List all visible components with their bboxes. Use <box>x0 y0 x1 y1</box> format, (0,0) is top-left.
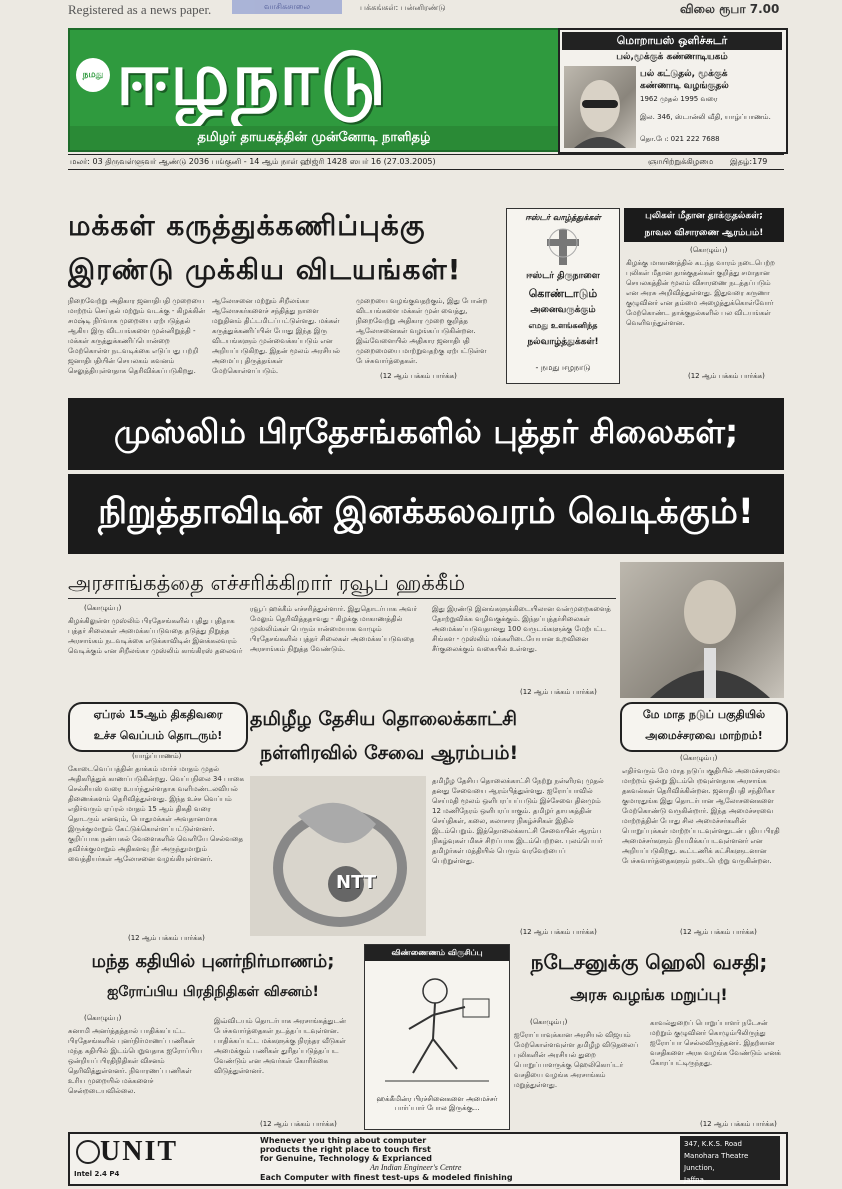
heli-title2: அரசு வழங்க மறுப்பு! <box>570 985 728 1004</box>
heat-continued: (12 ஆம் பக்கம் பார்க்க) <box>128 934 205 942</box>
rebuild-col2: இவ்விடயம் தொடர்பாக அரசாங்கத்துடன் பேச்சுவார்த்தைகள் நடத்தப்படவுள்ளன. பாதிக்கப்பட்ட மக்களுக்கு நிரந்தர வீடுகள் அமைக்கும் பணிகள் துரிதப்படுத்தப்பட வேண்டும் என அவர்கள் கோரிக்கை விடுத்துள்ளனர். <box>214 1017 346 1075</box>
unit-address <box>680 1136 780 1184</box>
unit-address2: Manohara Theatre Junction, <box>684 1152 749 1172</box>
satellite-dish-icon <box>250 776 426 936</box>
unit-computer-ad <box>68 1132 788 1186</box>
headline1-line2: இரண்டு முக்கிய விடயங்கள்! <box>68 253 462 286</box>
heli-place: (கொழும்பு) <box>530 1018 568 1026</box>
dateline-day: ஞாயிற்றுக்கிழமை <box>648 157 714 166</box>
tv-title1: தமிழீழ தேசிய தொலைக்காட்சி <box>250 708 518 730</box>
model-face-icon <box>564 66 636 148</box>
cabinet-title2: அமைச்சரவை மாற்றம்! <box>645 729 763 742</box>
headline1-line1: மக்கள் கருத்துக்கணிப்புக்கு <box>68 209 426 242</box>
price-label: விலை ரூபா 7.00 <box>680 2 780 16</box>
model-photo <box>564 66 636 148</box>
dateline <box>68 154 784 170</box>
unit-line2: products the right place to touch first <box>260 1145 431 1154</box>
hakeem-headline: அரசாங்கத்தை எச்சரிக்கிறார் ரவூப் ஹக்கீம் <box>68 568 616 599</box>
cabinet-continued: (12 ஆம் பக்கம் பார்க்க) <box>680 928 757 936</box>
unit-address1: 347, K.K.S. Road <box>684 1140 742 1148</box>
easter-line2: கொண்டாடும் <box>528 287 598 300</box>
side-story1-continued: (12 ஆம் பக்கம் பார்க்க) <box>688 372 765 380</box>
easter-title: ஈஸ்டர் வாழ்த்துக்கள் <box>525 213 601 222</box>
rebuild-place: (கொழும்பு) <box>84 1014 122 1022</box>
dateline-text: மலர்: 03 திருவள்ளுவர் ஆண்டு 2036 பங்குனி - 14 ஆம் நாள் ஹிஜ்ரி 1428 ஸபர் 16 (27.03.2005) <box>70 157 436 166</box>
rebuild-story-title <box>68 946 358 1010</box>
main-banner-line2: நிறுத்தாவிடின் இனக்கலவரம் வெடிக்கும்! <box>68 474 784 554</box>
masthead <box>68 28 560 152</box>
easter-line3: அனைவருக்கும் <box>530 305 596 315</box>
heli-title1: நடேசனுக்கு ஹெலி வசதி; <box>530 950 768 974</box>
unit-address3: Jaffna. <box>684 1176 707 1184</box>
tv-title2: நள்ளிரவில் சேவை ஆரம்பம்! <box>260 742 519 764</box>
hakeem-place: (கொழும்பு) <box>84 604 122 612</box>
optical-ad-line1: பல் கட்டுதல், மூக்குக் <box>640 69 728 79</box>
side-story1-title <box>624 208 784 242</box>
easter-greeting-box <box>506 208 620 384</box>
headline1-col3: முறையை வழங்குவதற்கும், இது போன்ற விடயங்களை மக்கள் முன் வைத்து, நிறைவேற்று அதிகார முறை குறித்த ஆலோசனைகள் வழங்கப்படுகின்றன. இவ்வேளையில் அதிகார ஜனாதிபதி முறைமையை மாற்றுவதற்கு ஏற்பட்டுள்ள பேச்சுவார்த்தைகள். <box>356 297 488 365</box>
masthead-title: ஈழநாடு <box>116 36 388 122</box>
optical-ad-subtitle: பல்,மூக்குக் கண்ணாடியகம் <box>616 52 728 62</box>
heli-col2: காவல்துறைப் பொறுப்பாளர் நடேசன் மற்றும் குழுவினர் கொழும்பிலிருந்து ஐரோப்பா செல்லவிருந்தனர். இதற்கான வசதிகளை அரசு வழங்க வேண்டும் எனக் கோரப்பட்டிருந்தது. <box>650 1019 781 1067</box>
ntt-logo-text: NTT <box>336 872 377 893</box>
heli-continued: (12 ஆம் பக்கம் பார்க்க) <box>700 1120 777 1128</box>
tv-body: தமிழீழ தேசிய தொலைக்காட்சி நேற்று நள்ளிரவு முதல் தனது சேவையை ஆரம்பித்துள்ளது. ஐரோப்பாவில் செய்மதி மூலம் ஒளிபரப்பப்படும் இச்சேவை தினமும் 12 மணிநேரம் ஒளிபரப்பாகும். தமிழர் தாயகத்தின் செய்திகள், கலை, கலாசார நிகழ்ச்சிகள் இதில் இடம்பெறும். இத்தொலைக்காட்சி சேவையின் ஆரம்ப நிகழ்வுகள் மிகச் சிறப்பாக இடம்பெற்றன. புலம்பெயர் தமிழர்கள் மத்தியில் பெரும் வரவேற்பைப் பெற்றுள்ளது. <box>432 777 604 865</box>
unit-brand: UNIT <box>100 1136 179 1167</box>
heat-story-title <box>68 702 248 752</box>
masthead-tagline: தமிழர் தாயகத்தின் முன்னோடி நாளிதழ் <box>70 126 558 150</box>
headline1-continued: (12 ஆம் பக்கம் பார்க்க) <box>380 372 457 380</box>
rebuild-continued: (12 ஆம் பக்கம் பார்க்க) <box>260 1120 337 1128</box>
heli-col1: ஐரோப்பாவுக்கான அரசியல் விஜயம் மேற்கொள்ளவுள்ள தமிழீழ விடுதலைப் புலிகளின் அரசியல் துறை பொறுப்பாளருக்கு ஹெலிகொப்டர் வசதியை வழங்க அரசாங்கம் மறுத்துள்ளது. <box>514 1031 639 1089</box>
cabinet-place: (கொழும்பு) <box>680 754 718 762</box>
hakeem-portrait-icon <box>620 562 784 698</box>
easter-line1: ஈஸ்டர் திருநாளை <box>526 271 600 281</box>
ntt-logo-image <box>250 776 426 936</box>
heli-story-title <box>514 944 784 1014</box>
headline1-col2: ஆலோசனை மற்றும் சிறீலங்கா ஆலோசகர்களைச் சந்தித்து நாளை மறுதினம் திட்டமிடப்பட்டுள்ளது. மக்கள் கருத்துக்கணிப்பின் போது இந்த இரு விடயங்களும் முன்வைக்கப்படும் என அறியப்படுகிறது. இதன் மூலம் அரசியல் அமைப்பு திருத்தங்கள் மேற்கொள்ளப்படும். <box>212 297 340 375</box>
easter-line5: நல்வாழ்த்துக்கள்! <box>527 337 599 347</box>
registered-note: Registered as a news paper. <box>68 2 212 17</box>
cabinet-story-title <box>620 702 788 752</box>
page-count: பக்கங்கள்: பன்னிரண்டு <box>360 3 446 12</box>
rebuild-title1: மந்த கதியில் புனர்நிர்மாணம்; <box>91 951 335 972</box>
heat-place: (யாழ்ப்பாணம்) <box>132 752 182 760</box>
side-story1-title2: நாவல விசாரணை ஆரம்பம்! <box>644 228 764 238</box>
headline1-col1: நிறைவேற்று அதிகார ஜனாதிபதி முறையை மாற்றம் செய்தல் மற்றும் வடக்கு - கிழக்கின் சமஷ்டி நிர்வாக முறையை ஏற்படுத்தல் ஆகிய இரு விடயங்களை முன்னிறுத்தி - மக்கள் கருத்துக்கணிப்பொன்றை மேற்கொள்ள நடவடிக்கை எடுப்பது பற்றி ஜனாதிபதியின் செயலகம் கவனம் செலுத்தியுள்ளதாக தெரிவிக்கப்படுகிறது. <box>68 297 205 375</box>
rebuild-title2: ஐரோப்பிய பிரதிநிதிகள் விசனம்! <box>107 984 319 1000</box>
cabinet-body: எதிர்வரும் மே மாத நடுப்பகுதியில் அமைச்சரவை மாற்றம் ஒன்று இடம்பெறவுள்ளதாக அரசாங்க தகவல்கள் தெரிவிக்கின்றன. ஜனாதிபதி சந்திரிகா குமாரதுங்க இது தொடர்பான ஆலோசனைகளை மேற்கொண்டு வருகின்றார். இந்த அமைச்சரவை மாற்றத்தின் போது சில அமைச்சர்களின் பொறுப்புக்கள் மாற்றப்படவுள்ளதுடன் புதிய பிரதி அமைச்சர்களும் நியமிக்கப்படவுள்ளனர் என அறியப்படுகிறது. கூட்டணிக் கட்சிகளுடனான பேச்சுவார்த்தைகளும் நடைபெற்று வருகின்றன. <box>622 767 780 865</box>
cartoon-drawing-icon <box>375 969 499 1089</box>
optical-ad-address: இல. 346, ஸ்டான்லி வீதி, யாழ்ப்பாணம். <box>640 113 771 121</box>
optical-ad <box>558 28 788 154</box>
unit-cpu: Intel 2.4 P4 <box>74 1170 120 1178</box>
hakeem-continued: (12 ஆம் பக்கம் பார்க்க) <box>520 688 597 696</box>
optical-ad-line3: 1962 முதல் 1995 வரை <box>640 95 718 103</box>
side-story1-place: (கொழும்பு) <box>690 246 728 254</box>
hakeem-col3: இது இரண்டு இனங்களுக்கிடையிலான வன்முறைகளைத் தோற்றுவிக்க வழிவகுக்கும். இந்தப்புத்தர்சிலைகள் அமைக்கப்படுவதானது 100 வருடங்களுக்கு மேற்பட்ட சிங்கள - முஸ்லிம் மக்களிடையேயான உறவினை சீர்குலைக்கும் வகையில் உள்ளது. <box>432 605 611 653</box>
main-banner-line1: முஸ்லிம் பிரதேசங்களில் புத்தர் சிலைகள்; <box>68 398 784 470</box>
optical-ad-phone: தொ.பே: 021 222 7688 <box>640 135 720 143</box>
hakeem-col2: ரவூப் ஹக்கீம் எச்சரித்துள்ளார். இதுதொடர்பாக அவர் மேலும் தெரிவித்ததாவது - கிழக்கு மாகாணத்தில் முஸ்லிம்கள் பெரும்பான்மையாக வாழும் பிரதேசங்களில் புத்தர் சிலைகள் அமைக்கப்படுவதை அரசாங்கம் நிறுத்த வேண்டும். <box>250 605 418 653</box>
tv-continued: (12 ஆம் பக்கம் பார்க்க) <box>520 928 597 936</box>
hakeem-photo <box>620 562 784 698</box>
masthead-prefix: நமது <box>76 58 110 92</box>
cartoon-box <box>364 944 510 1130</box>
heat-title2: உச்ச வெப்பம் தொடரும்! <box>93 729 223 742</box>
optical-ad-line2: கண்ணாடி வழங்குதல் <box>640 81 729 91</box>
issue-number: இதழ்:179 <box>730 157 768 166</box>
side-story1-title1: புலிகள் மீதான தாக்குதல்கள்; <box>645 211 763 221</box>
easter-line4: எமது உளங்கனிந்த <box>528 321 598 330</box>
unit-line3: for Genuine, Technology & Exprianced <box>260 1154 432 1163</box>
unit-line4: An Indian Engineer's Centre <box>370 1163 462 1172</box>
cartoon-title: விண்ணைணம் விருசிப்பு <box>365 945 509 961</box>
tv-story-title <box>250 702 610 774</box>
side-story1-body: கிழக்கு மாகாணத்தில் கடந்த வாரம் நடைபெற்ற புலிகள் மீதான தாக்குதல்கள் குறித்து சமாதான செயலகத்தின் மூலம் விசாரணை நடத்தப்படும் என அரசு அறிவித்துள்ளது. இதுவரை கருணா குழுவினர் என தம்மை அழைத்துக்கொள்வோர் மேற்கொண்ட தாக்குதல்களில் பல விடயங்கள் வெளிவந்துள்ளன. <box>626 259 775 327</box>
unit-logo-icon <box>76 1140 100 1164</box>
unit-line1: Whenever you thing about computer <box>260 1136 427 1145</box>
library-stamp: வாசிகசாலை <box>232 0 342 14</box>
rebuild-col1: சுனாமி அனர்த்தத்தால் பாதிக்கப்பட்ட பிரதேசங்களில் புனர்நிர்மாணப் பணிகள் மந்த கதியில் இடம்பெறுவதாக ஐரோப்பிய ஒன்றியப் பிரதிநிதிகள் விசனம் தெரிவித்துள்ளனர். நிவாரணப் பணிகள் உரிய முறையில் மக்களைச் சென்றடையவில்லை. <box>68 1027 202 1095</box>
unit-line5: Each Computer with finest test-ups & modeled finishing <box>260 1173 513 1182</box>
hakeem-col1: கிழக்கிலுள்ள முஸ்லிம் பிரதேசங்களில் புதிது புதிதாக புத்தர் சிலைகள் அமைக்கப்படுவதை தடுத்து நிறுத்த அரசாங்கம் நடவடிக்கை எடுக்காவிடின் இனக்கலவரம் வெடிக்கும் என சிறீலங்கா முஸ்லிம் காங்கிரஸ் தலைவர் <box>68 617 243 655</box>
heat-title1: ஏப்ரல் 15ஆம் திகதிவரை <box>93 708 223 721</box>
cross-icon <box>537 227 589 267</box>
easter-sign: - நமது ஈழநாடு <box>535 363 591 372</box>
cabinet-title1: மே மாத நடுப் பகுதியில் <box>642 708 766 721</box>
heat-body: கோடைவெப்பத்தின் தாக்கம் மார்ச் மாதம் முதல் அதிகரித்துக் காணப்படுகின்றது. வெப்பநிலை 34 பாகை செல்சியஸ் வரை உயர்ந்துள்ளதாக வளிமண்டலவியல் திணைக்களம் தெரிவித்துள்ளது. இந்த உச்ச வெப்பம் எதிர்வரும் ஏப்ரல் மாதம் 15 ஆம் திகதி வரை தொடரும் எனவும், பொதுமக்கள் அவதானமாக இருக்குமாறும் கேட்டுக்கொள்ளப்பட்டுள்ளனர். குறிப்பாக நண்பகல் வேளைகளில் வெளியே செல்வதை தவிர்க்குமாறும் அதிகளவு நீர் அருந்துமாறும் வைத்தியர்கள் ஆலோசனை வழங்கியுள்ளனர். <box>68 765 244 863</box>
optical-ad-title: மொறாயஸ் ஒளிச்சுடர் <box>562 32 782 50</box>
cartoon-caption: ஹக்கீமின்ர பிரச்சினைகளை அமைச்சர் பார்ப்பார் போல இருக்கு... <box>376 1095 498 1112</box>
